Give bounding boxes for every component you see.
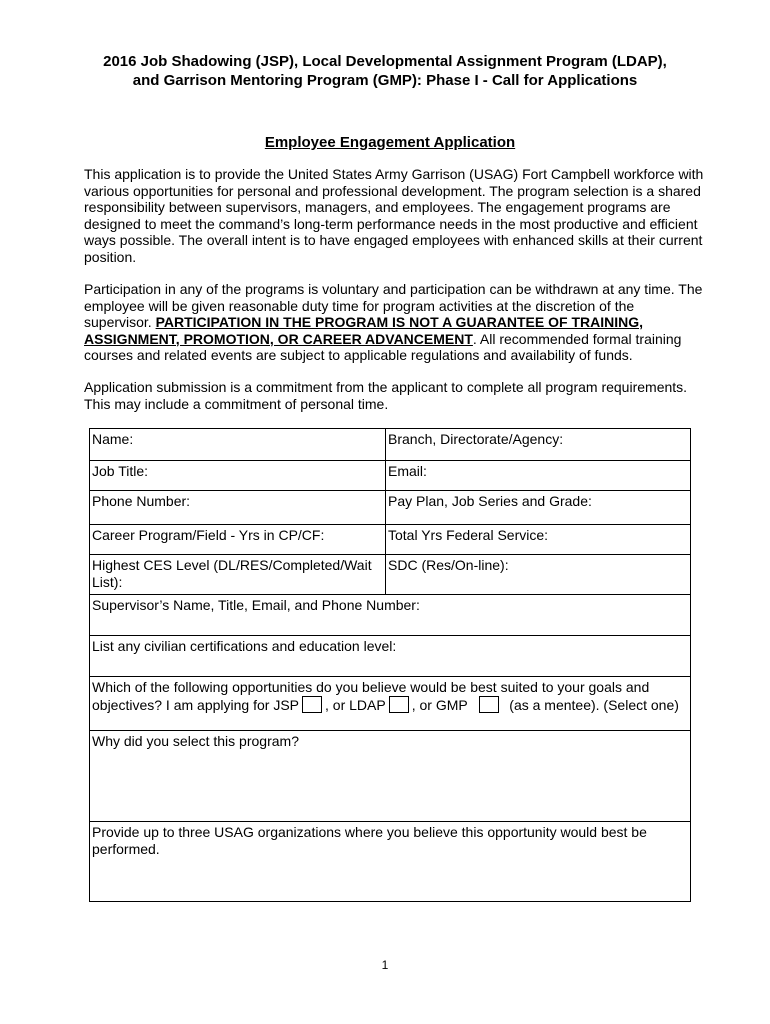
email-label: Email: <box>388 463 427 479</box>
email-field[interactable] <box>386 461 691 491</box>
organizations-label: Provide up to three USAG organizations where you believe this opportunity would best be performed. <box>92 824 647 857</box>
guarantee-disclaimer: PARTICIPATION IN THE PROGRAM IS NOT A GUARANTEE OF TRAINING, ASSIGNMENT, PROMOTION, OR CAREER ADVANCEMENT <box>84 314 643 347</box>
ldap-checkbox[interactable] <box>389 696 409 713</box>
mentee-note: (as a mentee). (Select one) <box>509 696 679 713</box>
name-field[interactable] <box>90 429 386 461</box>
ldap-label: , or LDAP <box>325 696 386 713</box>
career-program-label: Career Program/Field - Yrs in CP/CF: <box>92 527 325 543</box>
total-years-label: Total Yrs Federal Service: <box>388 527 549 543</box>
gmp-label: , or GMP <box>411 696 468 713</box>
phone-field[interactable] <box>90 491 386 525</box>
career-program-field[interactable] <box>90 525 386 555</box>
phone-label: Phone Number: <box>92 493 191 509</box>
certifications-label: List any civilian certifications and education level: <box>92 638 397 654</box>
intro-paragraph: This application is to provide the United States Army Garrison (USAG) Fort Campbell workforce with various opportunities for personal and professional development. The program selection is a shared responsibility between supervisors, managers, and employees. The engagement programs are designed to meet the command’s long-term performance needs in the most productive and efficient ways possible. The overall intent is to have engaged employees with enhanced skills at their current position. <box>84 166 704 265</box>
job-title-field[interactable] <box>90 461 386 491</box>
branch-label: Branch, Directorate/Agency: <box>388 431 564 447</box>
participation-paragraph <box>84 281 704 364</box>
ces-level-field[interactable] <box>90 555 386 595</box>
jsp-checkbox[interactable] <box>302 696 322 713</box>
total-years-field[interactable] <box>386 525 691 555</box>
page-number: 1 <box>381 958 389 972</box>
document-title <box>40 52 730 90</box>
pay-plan-label: Pay Plan, Job Series and Grade: <box>388 493 592 509</box>
participation-text-a: Participation in any of the programs is voluntary and participation can be withdrawn at any time. The employee will be given reasonable duty time for program activities at the discretion of the supervisor. <box>84 281 703 330</box>
supervisor-field[interactable] <box>90 595 691 636</box>
branch-field[interactable] <box>386 429 691 461</box>
application-form <box>89 428 691 902</box>
why-selected-field[interactable] <box>90 731 691 822</box>
title-line-2: and Garrison Mentoring Program (GMP): Phase I - Call for Applications <box>132 72 638 89</box>
opportunities-question: Which of the following opportunities do you believe would be best suited to your goals and objectives? I am applying for JSP <box>92 679 650 713</box>
sdc-label: SDC (Res/On-line): <box>388 557 509 573</box>
gmp-checkbox[interactable] <box>479 696 499 713</box>
ces-level-label: Highest CES Level (DL/RES/Completed/Wait List): <box>92 557 372 590</box>
supervisor-label: Supervisor’s Name, Title, Email, and Phone Number: <box>92 597 420 613</box>
name-label: Name: <box>92 431 134 447</box>
job-title-label: Job Title: <box>92 463 149 479</box>
organizations-field[interactable] <box>90 822 691 902</box>
program-selection-field <box>90 677 691 731</box>
why-selected-label: Why did you select this program? <box>92 733 299 749</box>
participation-text-b: . All recommended formal training courses and related events are subject to applicable regulations and availability of funds. <box>84 330 682 363</box>
sdc-field[interactable] <box>386 555 691 595</box>
title-line-1: 2016 Job Shadowing (JSP), Local Developmental Assignment Program (LDAP), <box>103 53 667 70</box>
section-heading: Employee Engagement Application <box>264 134 516 151</box>
pay-plan-field[interactable] <box>386 491 691 525</box>
certifications-field[interactable] <box>90 636 691 677</box>
commitment-paragraph: Application submission is a commitment from the applicant to complete all program requirements. This may include a commitment of personal time. <box>84 379 688 412</box>
